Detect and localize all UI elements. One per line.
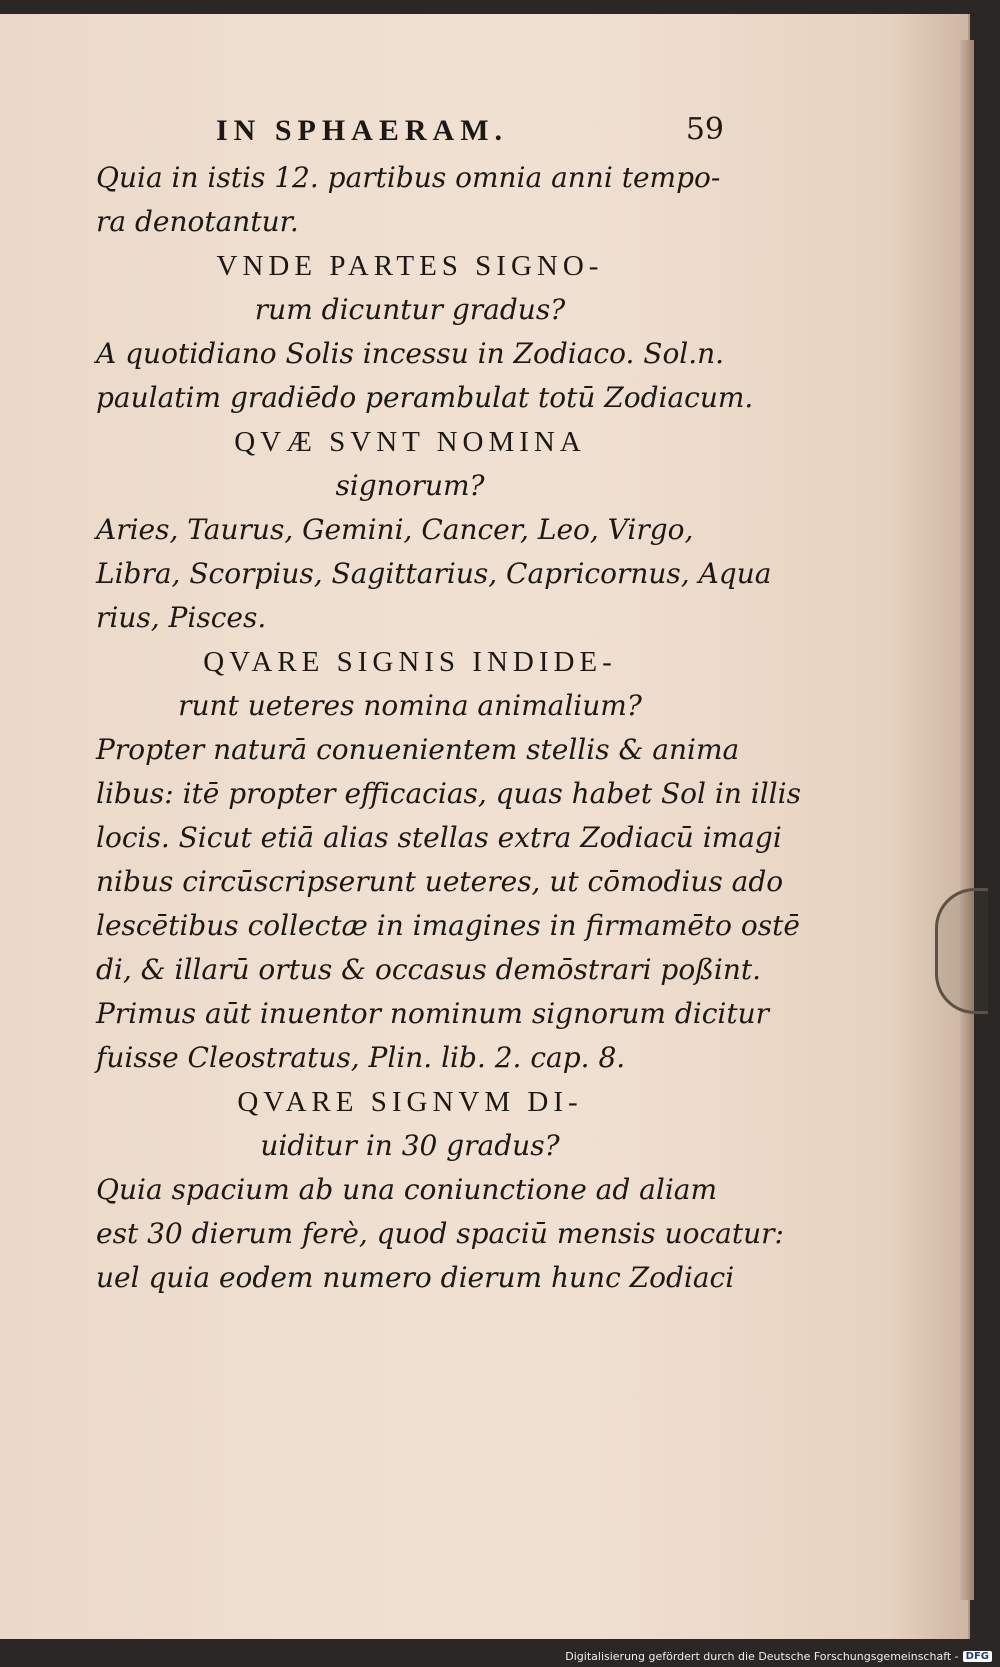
text-line: Quia in istis 12. partibus omnia anni tempo- bbox=[96, 161, 721, 194]
text-line: di, & illarū ortus & occasus demōstrari poßint. bbox=[96, 953, 762, 986]
section-heading: QVARE SIGNVM DI- bbox=[237, 1086, 583, 1118]
page-edge bbox=[960, 40, 974, 1600]
page-text-block bbox=[96, 104, 801, 1300]
text-lines bbox=[96, 156, 801, 1300]
text-line: Aries, Taurus, Gemini, Cancer, Leo, Virgo, bbox=[96, 513, 694, 546]
text-line: nibus circūscripserunt ueteres, ut cōmodius ado bbox=[96, 865, 784, 898]
text-line: libus: itē propter efficacias, quas habet Sol in illis bbox=[96, 777, 801, 810]
section-heading: QVARE SIGNIS INDIDE- bbox=[203, 646, 617, 678]
text-line: fuisse Cleostratus, Plin. lib. 2. cap. 8. bbox=[96, 1041, 626, 1074]
text-line: Quia spacium ab una coniunctione ad aliam bbox=[96, 1173, 718, 1206]
running-head: IN SPHAERAM. bbox=[216, 114, 509, 147]
section-heading-continuation: signorum? bbox=[335, 469, 485, 502]
text-line: est 30 dierum ferè, quod spaciū mensis uocatur: bbox=[96, 1217, 784, 1250]
text-line: Primus aūt inuentor nominum signorum dicitur bbox=[96, 997, 770, 1030]
dfg-logo: DFG bbox=[963, 1651, 992, 1662]
text-line: lescētibus collectæ in imagines in firmamēto ostē bbox=[96, 909, 800, 942]
text-line: rius, Pisces. bbox=[96, 601, 267, 634]
digitization-credit bbox=[565, 1650, 992, 1663]
text-line: A quotidiano Solis incessu in Zodiaco. Sol.n. bbox=[96, 337, 725, 370]
page-header bbox=[96, 104, 724, 156]
page-clip bbox=[935, 888, 988, 1014]
text-line: uel quia eodem numero dierum hunc Zodiaci bbox=[96, 1261, 735, 1294]
section-heading: QVÆ SVNT NOMINA bbox=[234, 426, 586, 458]
text-line: Propter naturā conuenientem stellis & anima bbox=[96, 733, 740, 766]
text-line: Libra, Scorpius, Sagittarius, Capricornus, Aqua bbox=[96, 557, 772, 590]
credit-text: Digitalisierung gefördert durch die Deutsche Forschungsgemeinschaft - bbox=[565, 1650, 959, 1663]
text-line: ra denotantur. bbox=[96, 205, 299, 238]
page-number: 59 bbox=[685, 112, 724, 147]
text-line: locis. Sicut etiā alias stellas extra Zodiacū imagi bbox=[96, 821, 782, 854]
section-heading: VNDE PARTES SIGNO- bbox=[216, 250, 604, 282]
text-line: paulatim gradiēdo perambulat totū Zodiacum. bbox=[96, 381, 754, 414]
section-heading-continuation: uiditur in 30 gradus? bbox=[260, 1129, 560, 1162]
section-heading-continuation: rum dicuntur gradus? bbox=[254, 293, 566, 326]
section-heading-continuation: runt ueteres nomina animalium? bbox=[178, 689, 642, 722]
